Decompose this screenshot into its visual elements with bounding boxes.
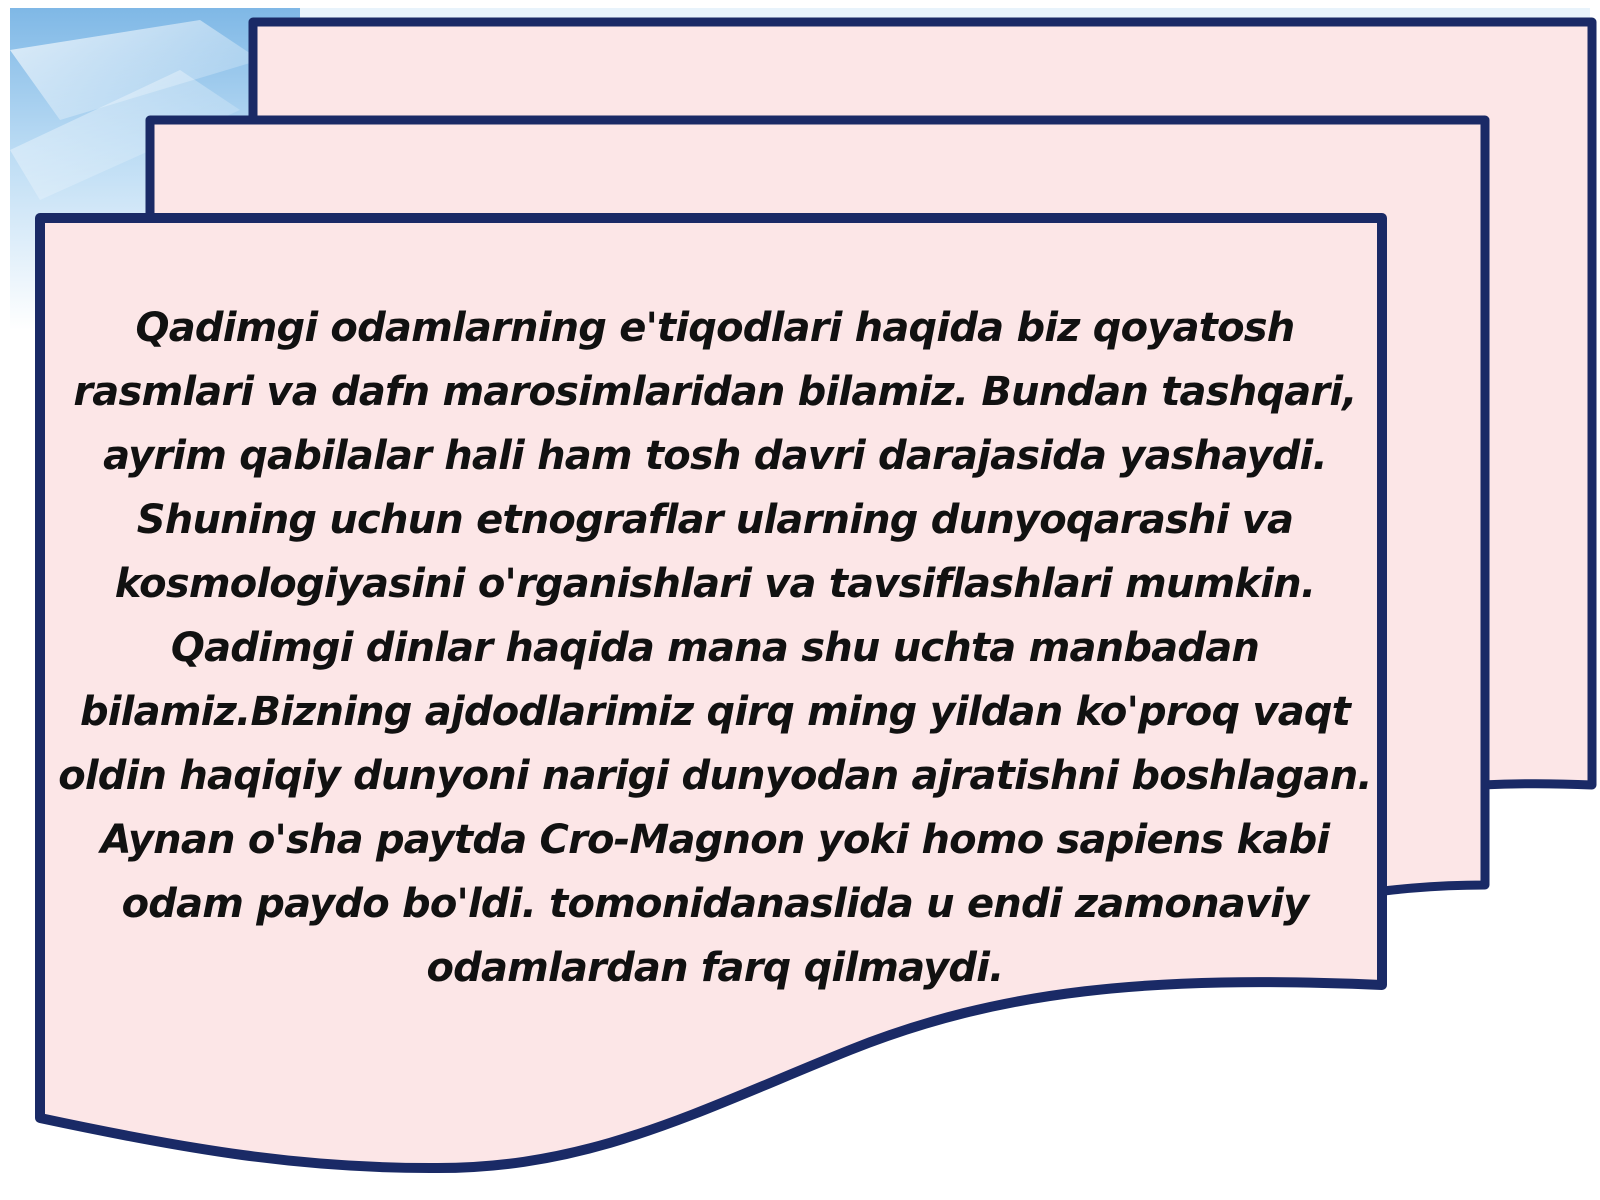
- slide-paragraph: Qadimgi odamlarning e'tiqodlari haqida biz qoyatosh rasmlari va dafn marosimlaridan bilamiz. Bundan tashqari, ayrim qabilalar hali ham tosh davri darajasida yashaydi. Shuning uchun etnograflar ularning dunyoqarashi va kosmologiyasini o'rganishlari va tavsiflashlari mumkin. Qadimgi dinlar haqida mana shu uchta manbadan bilamiz.Bizning ajdodlarimiz qirq ming yildan ko'proq vaqt oldin haqiqiy dunyoni narigi dunyodan ajratishni boshlagan. Aynan o'sha paytda Cro-Magnon yoki homo sapiens kabi odam paydo bo'ldi. tomonidanaslida u endi zamonaviy odamlardan farq qilmaydi.: [58, 305, 1372, 991]
